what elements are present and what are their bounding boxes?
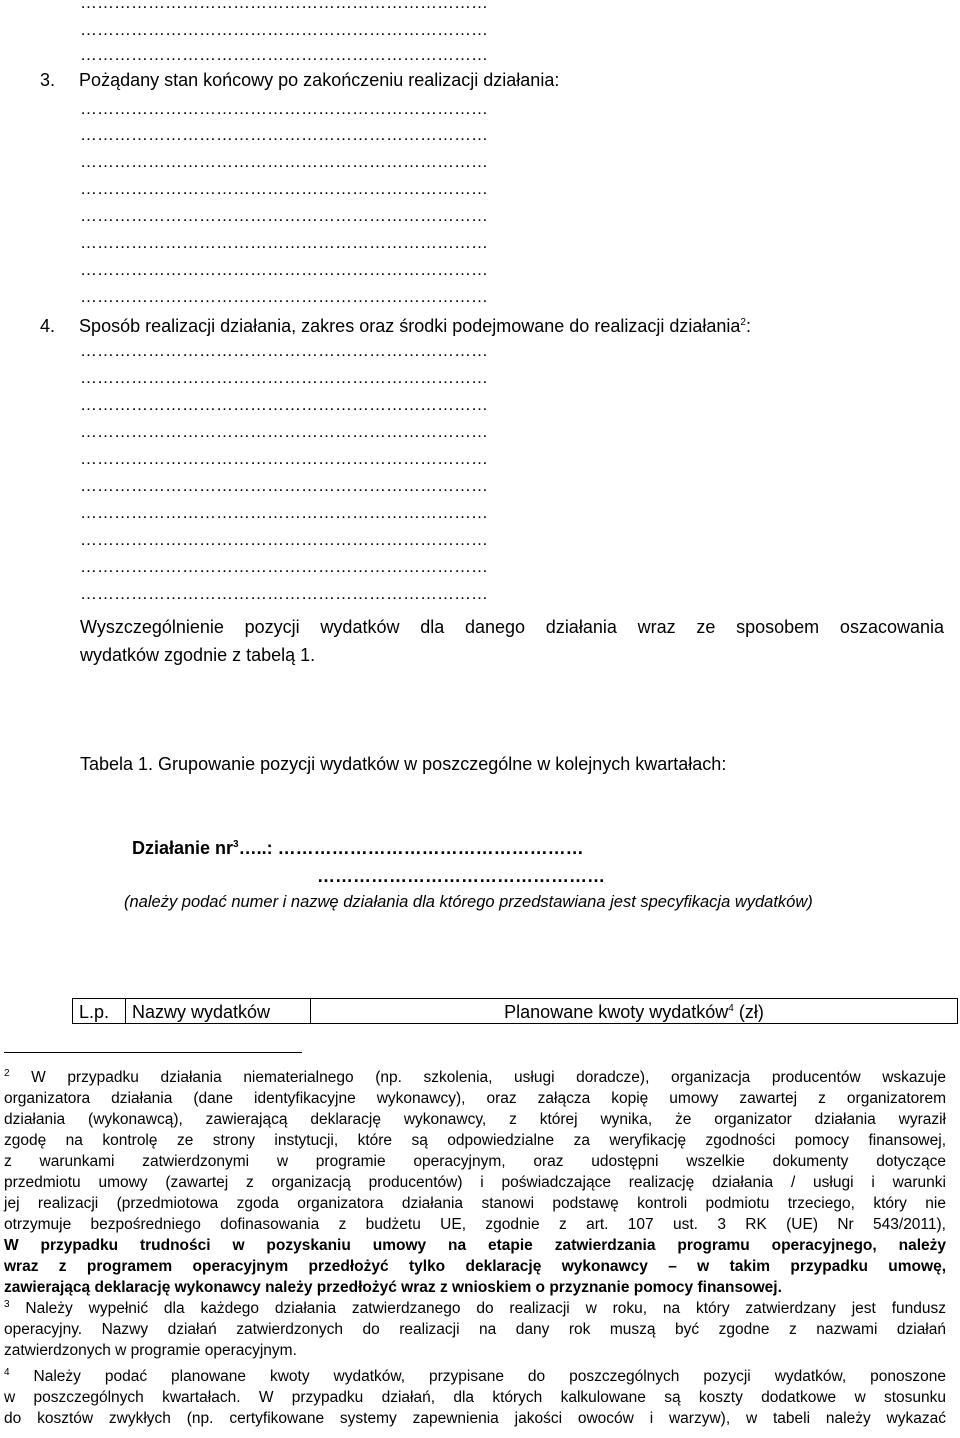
detail-text-line-1: Wyszczególnienie pozycji wydatków dla danego działania wraz ze sposobem oszacowania <box>80 617 944 637</box>
footnote-line: w poszczególnych kwartałach. W przypadku działań, dla których kalkulowane są koszty dodatkowe w stosunku <box>4 1389 946 1406</box>
footnote-3-marker: 3 <box>4 1298 10 1310</box>
footnote-3 <box>4 1300 946 1363</box>
section-3-heading <box>40 70 559 91</box>
footnote-ref-3[interactable]: 3 <box>233 839 239 850</box>
col-amount-label: Planowane kwoty wydatków <box>504 1002 729 1022</box>
col-lp-header: L.p. <box>73 999 126 1024</box>
fill-line[interactable]: ……………………………………………………………… <box>80 287 488 306</box>
footnote-2 <box>4 1069 946 1300</box>
action-instruction: (należy podać numer i nazwę działania dla którego przedstawiana jest specyfikacja wydatków) <box>124 893 813 911</box>
footnote-bold-line: W przypadku trudności w pozyskaniu umowy na etapie zatwierdzania programu operacyjnego, należy <box>4 1237 946 1254</box>
fill-line[interactable]: ……………………………………………………………… <box>80 0 488 12</box>
fill-line[interactable]: ……………………………………………………………… <box>80 341 488 360</box>
col-amount-unit: (zł) <box>733 1002 764 1022</box>
action-label: Działanie nr <box>132 838 234 858</box>
footnote-line <box>4 1069 946 1090</box>
section-4-number: 4. <box>40 316 56 336</box>
fill-line[interactable]: ……………………………………………………………… <box>80 476 488 495</box>
fill-line[interactable]: ……………………………………………………………… <box>80 99 488 118</box>
fill-line[interactable]: ……………………………………………………………… <box>80 584 488 603</box>
action-fill[interactable]: …..: …………………………………………… <box>238 838 584 858</box>
section-3-number: 3. <box>40 70 56 90</box>
fill-line[interactable]: ……………………………………………………………… <box>80 20 488 39</box>
fill-line[interactable]: ……………………………………………………………… <box>80 368 488 387</box>
fill-line[interactable]: ……………………………………………………………… <box>80 422 488 441</box>
expenses-table <box>72 998 958 1024</box>
section-4-heading <box>40 316 751 337</box>
fill-line[interactable]: ……………………………………………………………… <box>80 503 488 522</box>
table-header-row <box>73 999 958 1024</box>
fill-line[interactable]: ……………………………………………………………… <box>80 530 488 549</box>
footnote-4-marker: 4 <box>4 1366 10 1378</box>
footnote-line: z warunkami zatwierdzonymi w programie operacyjnym, oraz udostępni wszelkie dokumenty dotyczące <box>4 1153 946 1170</box>
footnote-line: operacyjny. Nazwy działań zatwierdzonych do realizacji na dany rok muszą być zgodne z nazwami działań <box>4 1321 946 1338</box>
footnote-line: przedmiotu umowy (zawartej z organizacją producentów) i poświadczające realizację działania / usługi i warunki <box>4 1174 946 1191</box>
footnote-4-text: Należy podać planowane kwoty wydatków, przypisane do poszczególnych pozycji wydatków, ponoszone <box>9 1368 946 1385</box>
section-4-colon: : <box>745 316 751 336</box>
footnote-separator <box>4 1052 302 1053</box>
footnote-line: otrzymuje bezpośredniego dofinasowania z budżetu UE, zgodnie z art. 107 ust. 3 RK (UE) Nr 543/2011), <box>4 1216 946 1233</box>
section-4-title: Sposób realizacji działania, zakres oraz środki podejmowane do realizacji działania <box>79 316 741 336</box>
fill-line[interactable]: ……………………………………………………………… <box>80 125 488 144</box>
footnote-line: zgodę na kontrolę ze strony instytucji, które są odpowiedzialne za weryfikację zgodności pomocy finansowej, <box>4 1132 946 1149</box>
footnote-bold-line: wraz z programem operacyjnym przedłożyć tylko deklarację wykonawcy – w takim przypadku umowę, <box>4 1258 946 1275</box>
footnote-4 <box>4 1368 946 1431</box>
fill-line[interactable]: ……………………………………………………………… <box>80 233 488 252</box>
footnote-ref-4[interactable]: 4 <box>728 1003 734 1014</box>
detail-text-line-2: wydatków zgodnie z tabelą 1. <box>80 645 316 665</box>
fill-line[interactable]: ……………………………………………………………… <box>80 206 488 225</box>
footnote-2-marker: 2 <box>4 1067 10 1079</box>
fill-line[interactable]: ……………………………………………………………… <box>80 449 488 468</box>
action-fill-line-2[interactable]: ………………………………………… <box>317 866 605 886</box>
fill-line[interactable]: ……………………………………………………………… <box>80 45 488 64</box>
table-caption: Tabela 1. Grupowanie pozycji wydatków w poszczególne w kolejnych kwartałach: <box>80 754 727 774</box>
fill-line[interactable]: ……………………………………………………………… <box>80 260 488 279</box>
col-amount-header <box>311 999 958 1024</box>
footnote-2-text: W przypadku działania niematerialnego (np. szkolenia, usługi doradcze), organizacja producentów wskazuje <box>9 1069 946 1086</box>
fill-line[interactable]: ……………………………………………………………… <box>80 152 488 171</box>
footnote-ref-2[interactable]: 2 <box>740 317 746 328</box>
footnote-line: jej realizacji (przedmiotowa zgoda organizatora działania stanowi podstawę kontroli podmiotu trzeciego, który nie <box>4 1195 946 1212</box>
col-name-header: Nazwy wydatków <box>126 999 311 1024</box>
fill-line[interactable]: ……………………………………………………………… <box>80 557 488 576</box>
fill-line[interactable]: ……………………………………………………………… <box>80 395 488 414</box>
footnote-3-text: Należy wypełnić dla każdego działania zatwierdzanego do realizacji w roku, na który zatwierdzany jest fundusz <box>9 1300 946 1317</box>
footnote-line <box>4 1300 946 1321</box>
footnote-line: do kosztów zwykłych (np. certyfikowane systemy zapewnienia jakości owoców i warzyw), w tabeli należy wykazać <box>4 1410 946 1427</box>
action-label-line <box>132 838 584 859</box>
fill-line[interactable]: ……………………………………………………………… <box>80 179 488 198</box>
footnote-line <box>4 1368 946 1389</box>
footnote-bold-line: zawierającą deklarację wykonawcy należy przedłożyć wraz z wnioskiem o przyznanie pomocy finansowej. <box>4 1279 782 1296</box>
footnote-line: zatwierdzonych w programie operacyjnym. <box>4 1342 297 1359</box>
footnote-line: działania (wykonawcą), zawierającą deklarację wykonawcy, z której wynika, że organizator działania wyraził <box>4 1111 946 1128</box>
footnote-line: organizatora działania (dane identyfikacyjne wykonawcy), oraz załącza kopię umowy zawartej z organizatorem <box>4 1090 946 1107</box>
section-3-title: Pożądany stan końcowy po zakończeniu realizacji działania: <box>79 70 560 90</box>
